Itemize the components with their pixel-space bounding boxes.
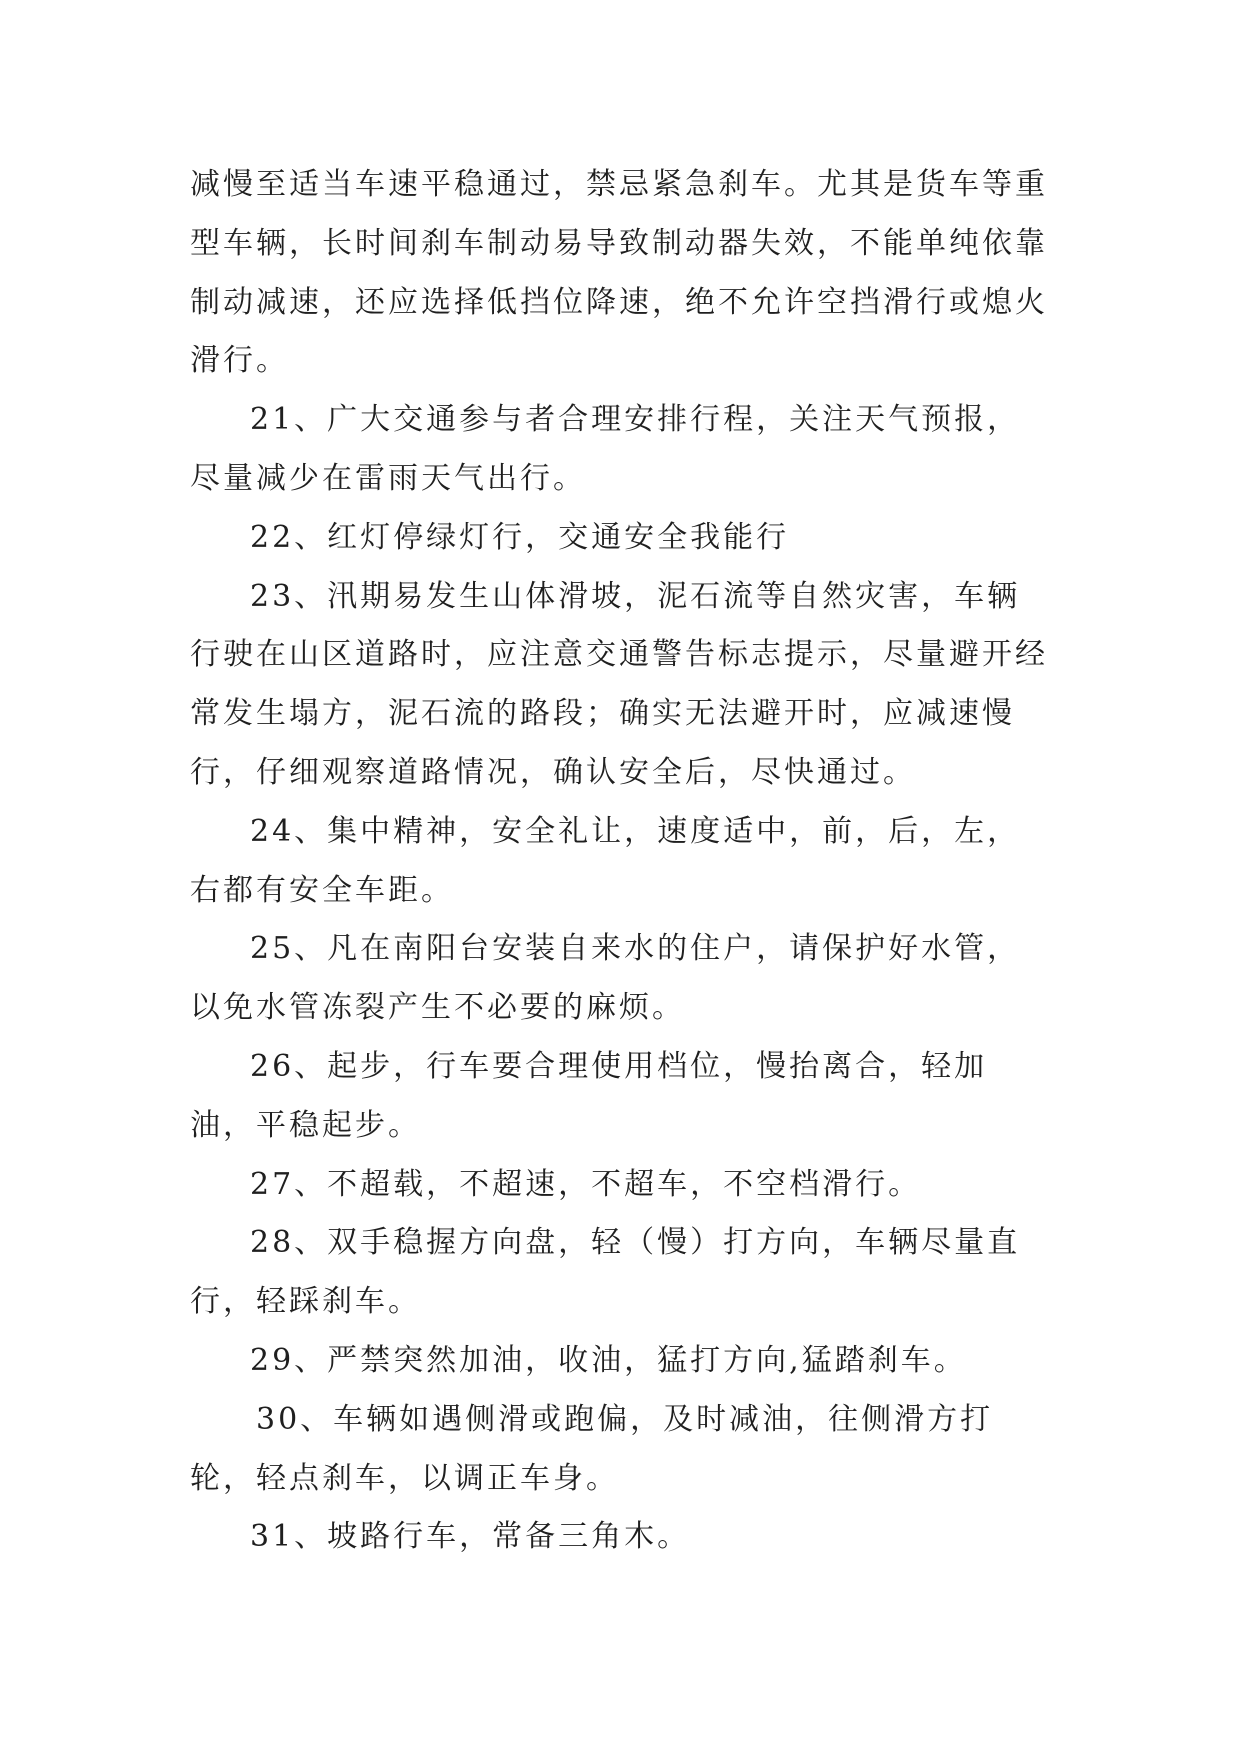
paragraph-item-22: 22、红灯停绿灯行，交通安全我能行 [250, 519, 790, 555]
paragraph-item-26: 26、起步，行车要合理使用档位，慢抬离合，轻加油，平稳起步。 [190, 1048, 988, 1143]
paragraph-item-30: 30、车辆如遇侧滑或跑偏，及时减油，往侧滑方打轮，轻点刹车，以调正车身。 [190, 1401, 994, 1496]
paragraph-item-31: 31、坡路行车，常备三角木。 [250, 1519, 691, 1555]
paragraph-item-28: 28、双手稳握方向盘，轻（慢）打方向，车辆尽量直行，轻踩刹车。 [190, 1225, 1021, 1320]
paragraph-item-21: 21、广大交通参与者合理安排行程，关注天气预报，尽量减少在雷雨天气出行。 [190, 402, 1021, 496]
document-body [190, 156, 1052, 1567]
paragraph-item-23: 23、汛期易发生山体滑坡，泥石流等自然灾害，车辆行驶在山区道路时，应注意交通警告标志提示，尽量避开经常发生塌方，泥石流的路段；确实无法避开时，应减速慢行，仔细观察道路情况，确认安全后，尽快通过。 [190, 578, 1048, 790]
paragraph-item-29: 29、严禁突然加油，收油，猛打方向,猛踏刹车。 [250, 1342, 967, 1378]
paragraph-continuation: 减慢至适当车速平稳通过，禁忌紧急刹车。尤其是货车等重型车辆，长时间刹车制动易导致制动器失效，不能单纯依靠制动减速，还应选择低挡位降速，绝不允许空挡滑行或熄火滑行。 [190, 167, 1048, 379]
paragraph-item-24: 24、集中精神，安全礼让，速度适中，前，后，左，右都有安全车距。 [190, 813, 1021, 908]
paragraph-item-25: 25、凡在南阳台安装自来水的住户，请保护好水管，以免水管冻裂产生不必要的麻烦。 [190, 931, 1021, 1026]
paragraph-item-27: 27、不超载，不超速，不超车，不空档滑行。 [250, 1166, 922, 1202]
